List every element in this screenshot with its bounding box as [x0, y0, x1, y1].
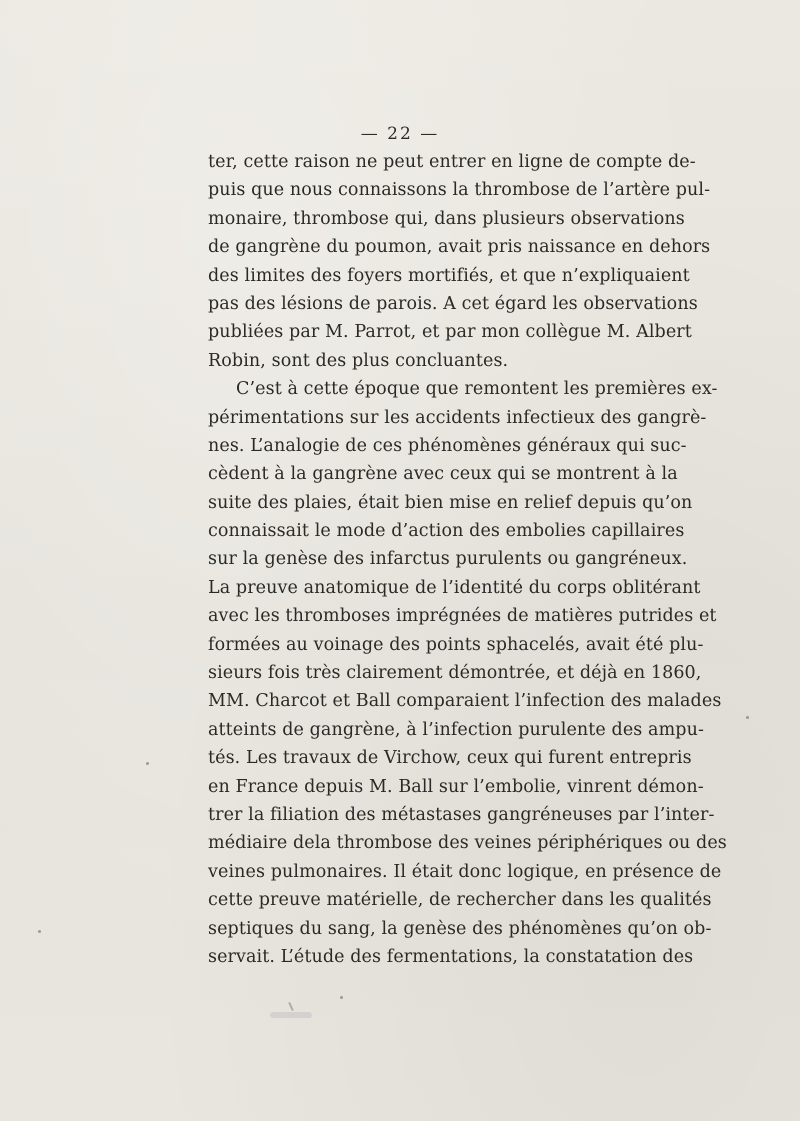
text-line: connaissait le mode d’action des embolies capillaires	[208, 521, 685, 542]
text-line: médiaire dela thrombose des veines périphériques ou des	[208, 833, 727, 854]
text-line: trer la filiation des métastases gangréneuses par l’inter-	[208, 804, 715, 825]
margin-speck	[38, 930, 41, 933]
text-line: sieurs fois très clairement démontrée, et déjà en 1860,	[208, 663, 702, 684]
text-line: sur la genèse des infarctus purulents ou gangréneux.	[208, 549, 688, 570]
text-line: C’est à cette époque que remontent les premières ex-	[236, 379, 718, 400]
text-line: de gangrène du poumon, avait pris naissance en dehors	[208, 237, 711, 258]
text-line: puis que nous connaissons la thrombose de l’artère pul-	[208, 180, 711, 201]
text-line: septiques du sang, la genèse des phénomènes qu’on ob-	[208, 918, 712, 939]
text-line: veines pulmonaires. Il était donc logique, en présence de	[208, 861, 722, 882]
body-text	[208, 148, 727, 971]
text-line: des limites des foyers mortifiés, et que n’expliquaient	[208, 265, 690, 286]
text-line: nes. L’analogie de ces phénomènes généraux qui suc-	[208, 435, 687, 456]
margin-mark	[288, 1002, 294, 1011]
text-line: pas des lésions de parois. A cet égard les observations	[208, 293, 698, 314]
text-line: tés. Les travaux de Virchow, ceux qui furent entrepris	[208, 748, 692, 769]
text-line: ter, cette raison ne peut entrer en ligne de compte de-	[208, 152, 696, 172]
margin-speck	[146, 762, 149, 765]
text-line: atteints de gangrène, à l’infection purulente des ampu-	[208, 719, 704, 740]
text-line: publiées par M. Parrot, et par mon collègue M. Albert	[208, 322, 692, 343]
margin-smudge	[270, 1012, 312, 1018]
text-line: cette preuve matérielle, de rechercher dans les qualités	[208, 890, 712, 911]
text-line: La preuve anatomique de l’identité du corps oblitérant	[208, 577, 701, 598]
text-line: MM. Charcot et Ball comparaient l’infection des malades	[208, 691, 722, 712]
margin-speck	[340, 996, 343, 999]
page-number: — 22 —	[360, 124, 440, 144]
margin-speck	[746, 716, 749, 719]
text-line: avec les thromboses imprégnées de matières putrides et	[208, 606, 717, 627]
text-line: cèdent à la gangrène avec ceux qui se montrent à la	[208, 464, 678, 485]
text-line: suite des plaies, était bien mise en relief depuis qu’on	[208, 492, 693, 513]
text-line: Robin, sont des plus concluantes.	[208, 350, 509, 371]
text-line: servait. L’étude des fermentations, la constatation des	[208, 946, 694, 967]
text-line: en France depuis M. Ball sur l’embolie, vinrent démon-	[208, 776, 704, 797]
text-line: périmentations sur les accidents infectieux des gangrè-	[208, 407, 707, 428]
text-line: monaire, thrombose qui, dans plusieurs observations	[208, 208, 685, 229]
text-line: formées au voinage des points sphacelés, avait été plu-	[208, 634, 704, 655]
